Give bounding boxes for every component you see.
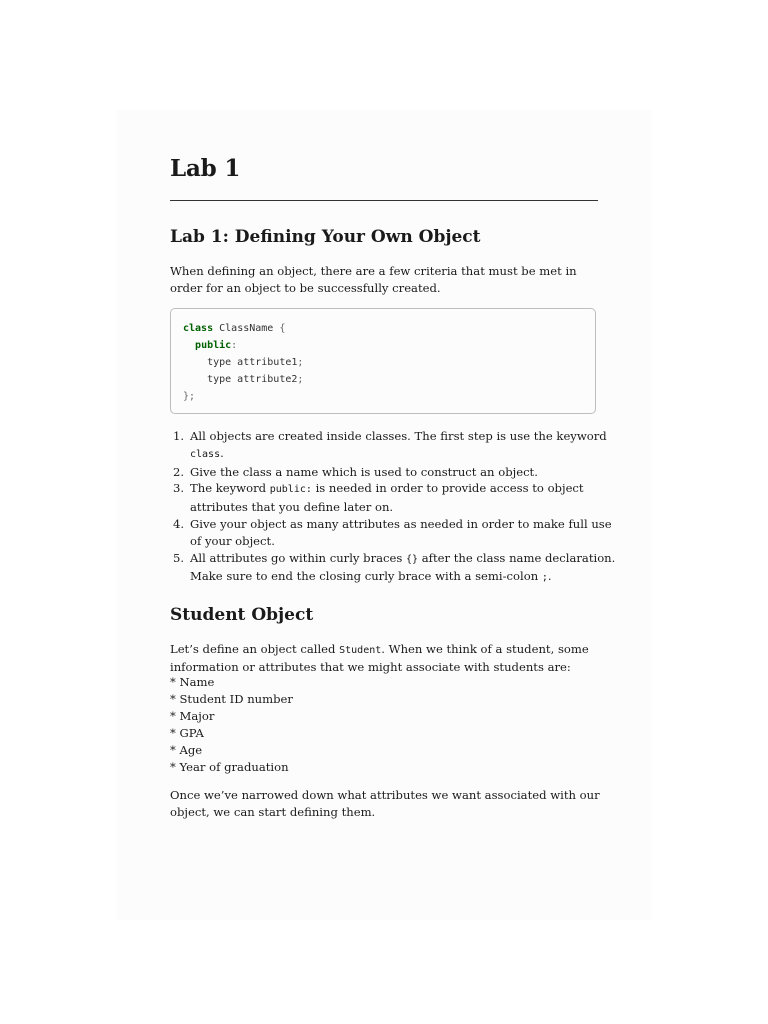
list-item <box>173 516 620 550</box>
list-item: * Student ID number <box>170 692 293 706</box>
inline-code-semicolon: ; <box>541 572 548 584</box>
code-class-name: ClassName <box>213 323 280 334</box>
section-intro-paragraph: When defining an object, there are a few criteria that must be met in order for an object to be successfully created. <box>170 264 577 295</box>
student-intro-text: Let’s define an object called <box>170 642 340 656</box>
code-line-1 <box>183 320 583 337</box>
code-colon: : <box>231 340 238 351</box>
list-text-end: . <box>220 445 224 460</box>
list-number: 4. <box>173 516 185 531</box>
page-title: Lab 1 <box>170 155 241 182</box>
code-semicolon-1: ; <box>297 357 304 368</box>
list-number: 1. <box>173 429 185 443</box>
section-heading-defining-object: Lab 1: Defining Your Own Object <box>170 227 481 247</box>
code-open-brace: { <box>279 323 286 334</box>
student-intro-paragraph <box>170 641 600 676</box>
list-text-mid: after the class name declaration. Make sure to end the closing curly brace with a semi-colon <box>190 550 616 584</box>
list-text: All objects are created inside classes. The first step is use the keyword <box>190 429 607 443</box>
code-line-5: }; <box>183 391 196 402</box>
list-item: * Major <box>170 709 215 723</box>
inline-code: public: <box>269 484 312 496</box>
code-keyword-class: class <box>183 323 214 334</box>
code-block <box>170 308 596 414</box>
code-attribute-2: type attribute2 <box>183 374 298 385</box>
list-text: All attributes go within curly braces <box>190 550 407 565</box>
list-text-end: . <box>547 569 552 584</box>
list-number: 5. <box>173 550 185 565</box>
list-text: Give the class a name which is used to construct an object. <box>190 464 538 479</box>
list-item <box>173 550 620 588</box>
list-item <box>173 428 620 464</box>
list-number: 3. <box>173 481 185 496</box>
list-item: * Name <box>170 675 215 689</box>
code-keyword-public: public <box>195 340 232 351</box>
code-attribute-1: type attribute1 <box>183 357 298 368</box>
title-divider <box>170 200 598 201</box>
code-line-2 <box>183 337 583 354</box>
list-item: * Age <box>170 743 203 757</box>
section-heading-student-object: Student Object <box>170 605 314 625</box>
list-item <box>173 464 620 481</box>
list-item: * Year of graduation <box>170 760 289 774</box>
steps-list <box>170 428 620 587</box>
code-line-3 <box>183 354 583 371</box>
code-semicolon-2: ; <box>297 374 304 385</box>
closing-paragraph: Once we’ve narrowed down what attributes we want associated with our object, we can start defining them. <box>170 788 600 819</box>
code-line-4 <box>183 371 583 388</box>
list-text: The keyword <box>190 481 270 496</box>
inline-code: class <box>190 448 221 460</box>
list-item: * GPA <box>170 726 204 740</box>
inline-code: {} <box>406 553 419 565</box>
list-item <box>173 480 620 516</box>
document-page <box>117 110 651 920</box>
list-number: 2. <box>173 464 185 479</box>
list-text-end: is needed in order to provide access to object attributes that you define later on. <box>190 481 584 515</box>
student-intro-text-end: . When we think of a student, some information or attributes that we might associate with students are: <box>170 642 589 674</box>
list-text: Give your object as many attributes as needed in order to make full use of your object. <box>190 516 612 548</box>
attribute-list <box>170 674 600 776</box>
inline-code-student: Student <box>339 645 382 656</box>
